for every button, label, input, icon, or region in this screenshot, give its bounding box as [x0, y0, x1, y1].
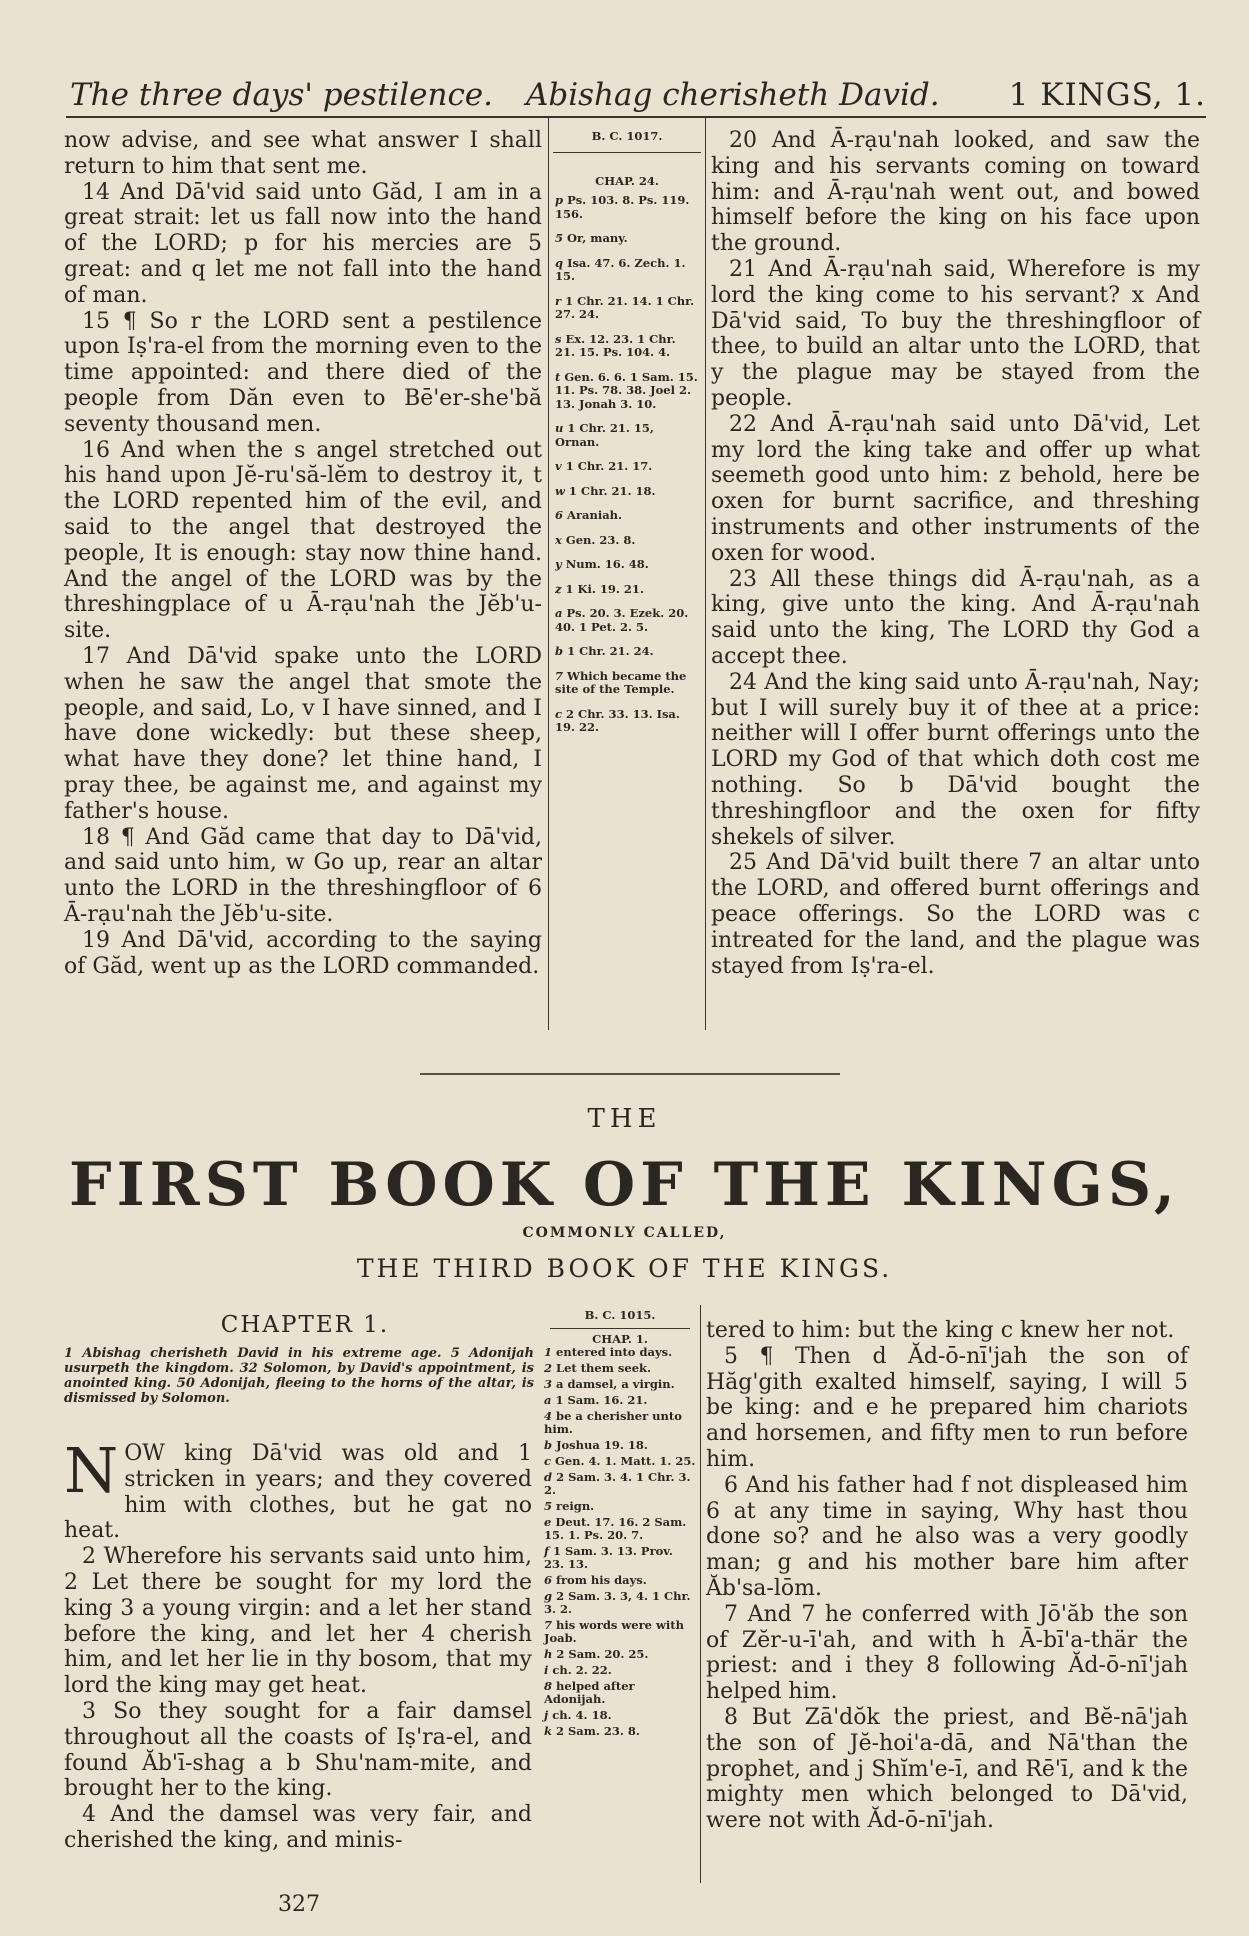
margin-reference [544, 1590, 696, 1616]
chapter-summary: 1 Abishag cherisheth David in his extreme age. 5 Adonijah usurpeth the kingdom. 32 Solomon, by David's appointment, is anointed king. 50 Adonijah, fleeing to the horns of the altar, is dismissed by Solomon. [64, 1346, 534, 1406]
chapter-label: CHAP. 1. [592, 1332, 648, 1346]
verse-text: 24 And the king said unto Ā-rạu'nah, Nay; but I will surely buy it of thee at a price: neither will I offer burnt offerings unto the LORD my God of that which doth cost me nothing. So b Dā'vid bought the threshingfloor and the oxen for fifty shekels of silver. [711, 669, 1200, 850]
reference-text: 1 Sam. 16. 21. [555, 1393, 648, 1407]
reference-key: c [544, 1454, 552, 1468]
reference-key: r [555, 293, 562, 308]
reference-text: Or, many. [567, 231, 628, 245]
margin-reference [555, 645, 699, 659]
reference-key: y [555, 557, 562, 571]
reference-key: f [544, 1544, 549, 1558]
margin-reference [544, 1648, 696, 1661]
verse-text: 14 And Dā'vid said unto Găd, I am in a great strait: let us fall now into the hand of the LORD; p for his mercies are 5 great: and q let me not fall into the hand of man. [64, 179, 542, 308]
reference-key: 6 [555, 508, 564, 522]
margin-reference [555, 257, 699, 284]
reference-text: 1 Chr. 21. 18. [568, 483, 656, 498]
reference-text: 2 Chr. 33. 13. Isa. 19. 22. [555, 706, 680, 734]
reference-text: ch. 2. 22. [552, 1663, 612, 1677]
margin-reference [555, 558, 699, 572]
verse-text: 17 And Dā'vid spake unto the LORD when he saw the angel that smote the people, and said, Lo, v I have sinned, and I have done wickedly: but these sheep, what have they done? let thine hand, I pray thee, be against me, and against my father's house. [64, 643, 542, 824]
margin-reference [544, 1725, 696, 1738]
reference-key: 4 [544, 1409, 553, 1423]
margin-reference [555, 232, 699, 246]
reference-key: c [555, 706, 563, 721]
margin-reference [544, 1471, 696, 1497]
center-reference-column-2 [540, 1305, 701, 1883]
reference-key: 5 [555, 231, 564, 245]
running-header [66, 70, 1206, 118]
margin-reference [555, 194, 699, 221]
date-label: B. C. 1015. [550, 1305, 690, 1329]
margin-reference [544, 1455, 696, 1468]
reference-text: 1 Ki. 19. 21. [565, 581, 644, 596]
reference-text: Gen. 23. 8. [565, 532, 636, 547]
title-commonly-called: COMMONLY CALLED, [522, 1225, 727, 1241]
reference-text: Let them seek. [556, 1361, 651, 1375]
margin-reference [555, 460, 699, 474]
reference-key: j [544, 1708, 549, 1722]
verse-text: 22 And Ā-rạu'nah said unto Dā'vid, Let my lord the king take and offer up what seemeth good unto him: z behold, here be oxen for burnt sacrifice, and threshing instruments and other instruments of the oxen for wood. [711, 411, 1200, 566]
verse-text: 3 So they sought for a fair damsel throughout all the coasts of Iṣ'ra-el, and found Ăb'ī-shag a b Shu'nam-mite, and brought her to the king. [64, 1698, 532, 1802]
margin-reference [555, 371, 699, 412]
verse-text: 16 And when the s angel stretched out his hand upon Jĕ-ru'să-lĕm to destroy it, t the LORD repented him of the evil, and said to the angel that destroyed the people, It is enough: stay now thine hand. And the angel of the LORD was by the threshingplace of u Ā-rạu'nah the Jĕb'u-site. [64, 437, 542, 644]
reference-text: Joshua 19. 18. [556, 1438, 648, 1452]
reference-text: a damsel, a virgin. [556, 1377, 675, 1391]
kings-column-right [706, 1318, 1188, 1834]
margin-reference [544, 1664, 696, 1677]
chapter-label: CHAP. 24. [595, 173, 659, 188]
reference-text: 1 Sam. 3. 13. Prov. 23. 13. [544, 1544, 673, 1571]
reference-key: w [555, 483, 565, 498]
margin-reference [544, 1574, 696, 1587]
reference-text: Ex. 12. 23. 1 Chr. 21. 15. Ps. 104. 4. [555, 331, 676, 359]
verse-text: tered to him: but the king c knew her not. [706, 1318, 1175, 1343]
page-number: 327 [278, 1892, 320, 1917]
verse-text: 18 ¶ And Găd came that day to Dā'vid, and said unto him, w Go up, rear an altar unto the LORD in the threshingfloor of 6 Ā-rạu'nah the Jĕb'u-site. [64, 824, 542, 927]
verse-text: 5 ¶ Then d Ăd-ō-nī'jah the son of Hăg'gith exalted himself, saying, I will 5 be king: and e he prepared him chariots and horsemen, and fifty men to run before him. [706, 1343, 1188, 1472]
samuel-column-right [711, 128, 1200, 979]
header-left-title: The three days' pestilence. [70, 77, 494, 113]
reference-key: b [555, 644, 564, 658]
verse-text: 7 And 7 he conferred with Jō'ăb the son of Zĕr-u-ī'ah, and with h Ā-bī'a-thär the priest: and i they 8 following Ăd-ō-nī'jah helped him. [706, 1601, 1188, 1705]
verse-text: 25 And Dā'vid built there 7 an altar unto the LORD, and offered burnt offerings and peace offerings. So the LORD was c intreated for the land, and the plague was stayed from Iṣ'ra-el. [711, 850, 1200, 979]
reference-key: k [544, 1724, 552, 1738]
reference-text: reign. [556, 1499, 595, 1513]
title-alternate: THE THIRD BOOK OF THE KINGS. [356, 1254, 893, 1283]
reference-key: s [555, 331, 562, 346]
reference-text: entered into days. [556, 1345, 673, 1359]
book-title: FIRST BOOK OF THE KINGS, [69, 1150, 1180, 1220]
reference-key: a [555, 606, 563, 620]
reference-key: d [544, 1470, 553, 1484]
reference-key: z [555, 581, 562, 596]
reference-key: 1 [544, 1345, 553, 1359]
reference-text: Deut. 17. 16. 2 Sam. 15. 1. Ps. 20. 7. [544, 1515, 687, 1542]
reference-text: 1 Chr. 21. 24. [567, 644, 654, 658]
margin-reference [544, 1378, 696, 1391]
reference-key: i [544, 1663, 549, 1677]
reference-text: Num. 16. 48. [565, 557, 649, 571]
chapter-heading: CHAPTER 1. [220, 1312, 390, 1338]
drop-cap: N [64, 1434, 119, 1507]
kings-column-left [64, 1434, 532, 1854]
reference-key: v [555, 459, 562, 473]
margin-reference [544, 1516, 696, 1542]
reference-key: p [555, 193, 564, 207]
margin-reference [544, 1545, 696, 1571]
reference-text: Araniah. [567, 508, 623, 522]
verse-text: 2 Wherefore his servants said unto him, 2 Let there be sought for my lord the king 3 a young virgin: and a let her stand before the king, and let her 4 cherish him, and let her lie in thy bosom, that my lord the king may get heat. [64, 1544, 532, 1699]
reference-text: Ps. 103. 8. Ps. 119. 156. [555, 193, 690, 221]
margin-reference [555, 509, 699, 523]
margin-reference [555, 708, 699, 735]
samuel-column-left [64, 128, 542, 979]
margin-reference [555, 333, 699, 360]
reference-key: e [544, 1515, 552, 1529]
section-divider [420, 1073, 840, 1075]
reference-text: 2 Sam. 3. 3, 4. 1 Chr. 3. 2. [544, 1589, 691, 1616]
reference-text: 1 Chr. 21. 15, Ornan. [555, 421, 654, 449]
margin-reference [544, 1500, 696, 1513]
verse-text: 23 All these things did Ā-rạu'nah, as a king, give unto the king. And Ā-rạu'nah said unto the king, The LORD thy God a accept thee. [711, 566, 1200, 669]
reference-key: 8 [544, 1679, 553, 1693]
reference-key: u [555, 421, 564, 435]
margin-reference [544, 1439, 696, 1452]
verse-text: now advise, and see what answer I shall return to him that sent me. [64, 128, 542, 179]
reference-key: 5 [544, 1499, 553, 1513]
reference-key: t [555, 369, 561, 384]
margin-reference [544, 1346, 696, 1359]
reference-key: 7 [544, 1618, 553, 1632]
header-mid-title: Abishag cherisheth David. [526, 77, 940, 113]
margin-reference [555, 295, 699, 322]
margin-reference [544, 1709, 696, 1722]
margin-reference [555, 670, 699, 697]
margin-reference [555, 607, 699, 634]
title-the: THE [587, 1104, 662, 1134]
reference-key: 7 [555, 668, 564, 683]
reference-key: q [555, 255, 564, 270]
verse-text: 4 And the damsel was very fair, and cherished the king, and minis- [64, 1802, 532, 1853]
verse-text: 15 ¶ So r the LORD sent a pestilence upon Iṣ'ra-el from the morning even to the time appointed: and there died of the people from Dăn even to Bē'er-she'bă seventy thousand men. [64, 308, 542, 437]
verse-text: 21 And Ā-rạu'nah said, Wherefore is my lord the king come to his servant? x And Dā'vid said, To buy the threshingfloor of thee, to build an altar unto the LORD, that y the plague may be stayed from the people. [711, 256, 1200, 411]
verse-text: OW king Dā'vid was old and 1 stricken in years; and they covered him with clothes, but he gat no heat. [64, 1441, 532, 1544]
reference-key: 6 [544, 1573, 553, 1587]
verse-text: 6 And his father had f not displeased him 6 at any time in saying, Why hast thou done so? and he also was a very goodly man; g and his mother bare him after Ăb'sa-lōm. [706, 1472, 1188, 1601]
reference-text: Gen. 4. 1. Matt. 1. 25. [555, 1454, 696, 1468]
reference-key: a [544, 1393, 552, 1407]
margin-reference [544, 1410, 696, 1436]
reference-key: g [544, 1589, 553, 1603]
header-book-reference: 1 KINGS, 1. [1008, 77, 1206, 113]
margin-reference [544, 1680, 696, 1706]
reference-key: b [544, 1438, 553, 1452]
margin-reference [544, 1394, 696, 1407]
date-label: B. C. 1017. [553, 118, 701, 153]
margin-reference [555, 422, 699, 449]
reference-key: 2 [544, 1361, 553, 1375]
reference-text: his words were with Joab. [544, 1618, 684, 1645]
reference-text: 2 Sam. 23. 8. [555, 1724, 640, 1738]
first-verse [64, 1434, 532, 1544]
margin-reference [555, 583, 699, 597]
reference-text: be a cherisher unto him. [544, 1409, 682, 1436]
margin-reference [555, 485, 699, 499]
reference-text: helped after Adonijah. [544, 1679, 635, 1706]
reference-text: Which became the site of the Temple. [555, 668, 687, 696]
reference-text: Gen. 6. 6. 1 Sam. 15. 11. Ps. 78. 38. Joel 2. 13. Jonah 3. 10. [555, 369, 698, 411]
reference-text: 1 Chr. 21. 17. [565, 459, 653, 473]
margin-reference [544, 1619, 696, 1645]
center-reference-column [548, 118, 706, 1030]
verse-text: 8 But Zā'dŏk the priest, and Bĕ-nā'jah the son of Jĕ-hoi'a-dā, and Nā'than the prophet, and j Shĭm'e-ī, and Rē'ī, and k the mighty men which belonged to Dā'vid, were not with Ăd-ō-nī'jah. [706, 1704, 1188, 1834]
reference-text: 1 Chr. 21. 14. 1 Chr. 27. 24. [555, 293, 695, 321]
reference-key: x [555, 532, 562, 547]
margin-reference [555, 534, 699, 548]
reference-text: 2 Sam. 20. 25. [556, 1647, 649, 1661]
margin-reference [544, 1362, 696, 1375]
reference-key: 3 [544, 1377, 553, 1391]
reference-text: 2 Sam. 3. 4. 1 Chr. 3. 2. [544, 1470, 691, 1497]
reference-text: from his days. [556, 1573, 647, 1587]
verse-text: 19 And Dā'vid, according to the saying of Găd, went up as the LORD commanded. [64, 927, 542, 979]
reference-text: ch. 4. 18. [552, 1708, 612, 1722]
verse-text: 20 And Ā-rạu'nah looked, and saw the king and his servants coming on toward him: and Ā-rạu'nah went out, and bowed himself before the king on his face upon the ground. [711, 128, 1200, 257]
reference-key: h [544, 1647, 553, 1661]
reference-text: Ps. 20. 3. Ezek. 20. 40. 1 Pet. 2. 5. [555, 606, 689, 634]
reference-text: Isa. 47. 6. Zech. 1. 15. [555, 255, 686, 283]
